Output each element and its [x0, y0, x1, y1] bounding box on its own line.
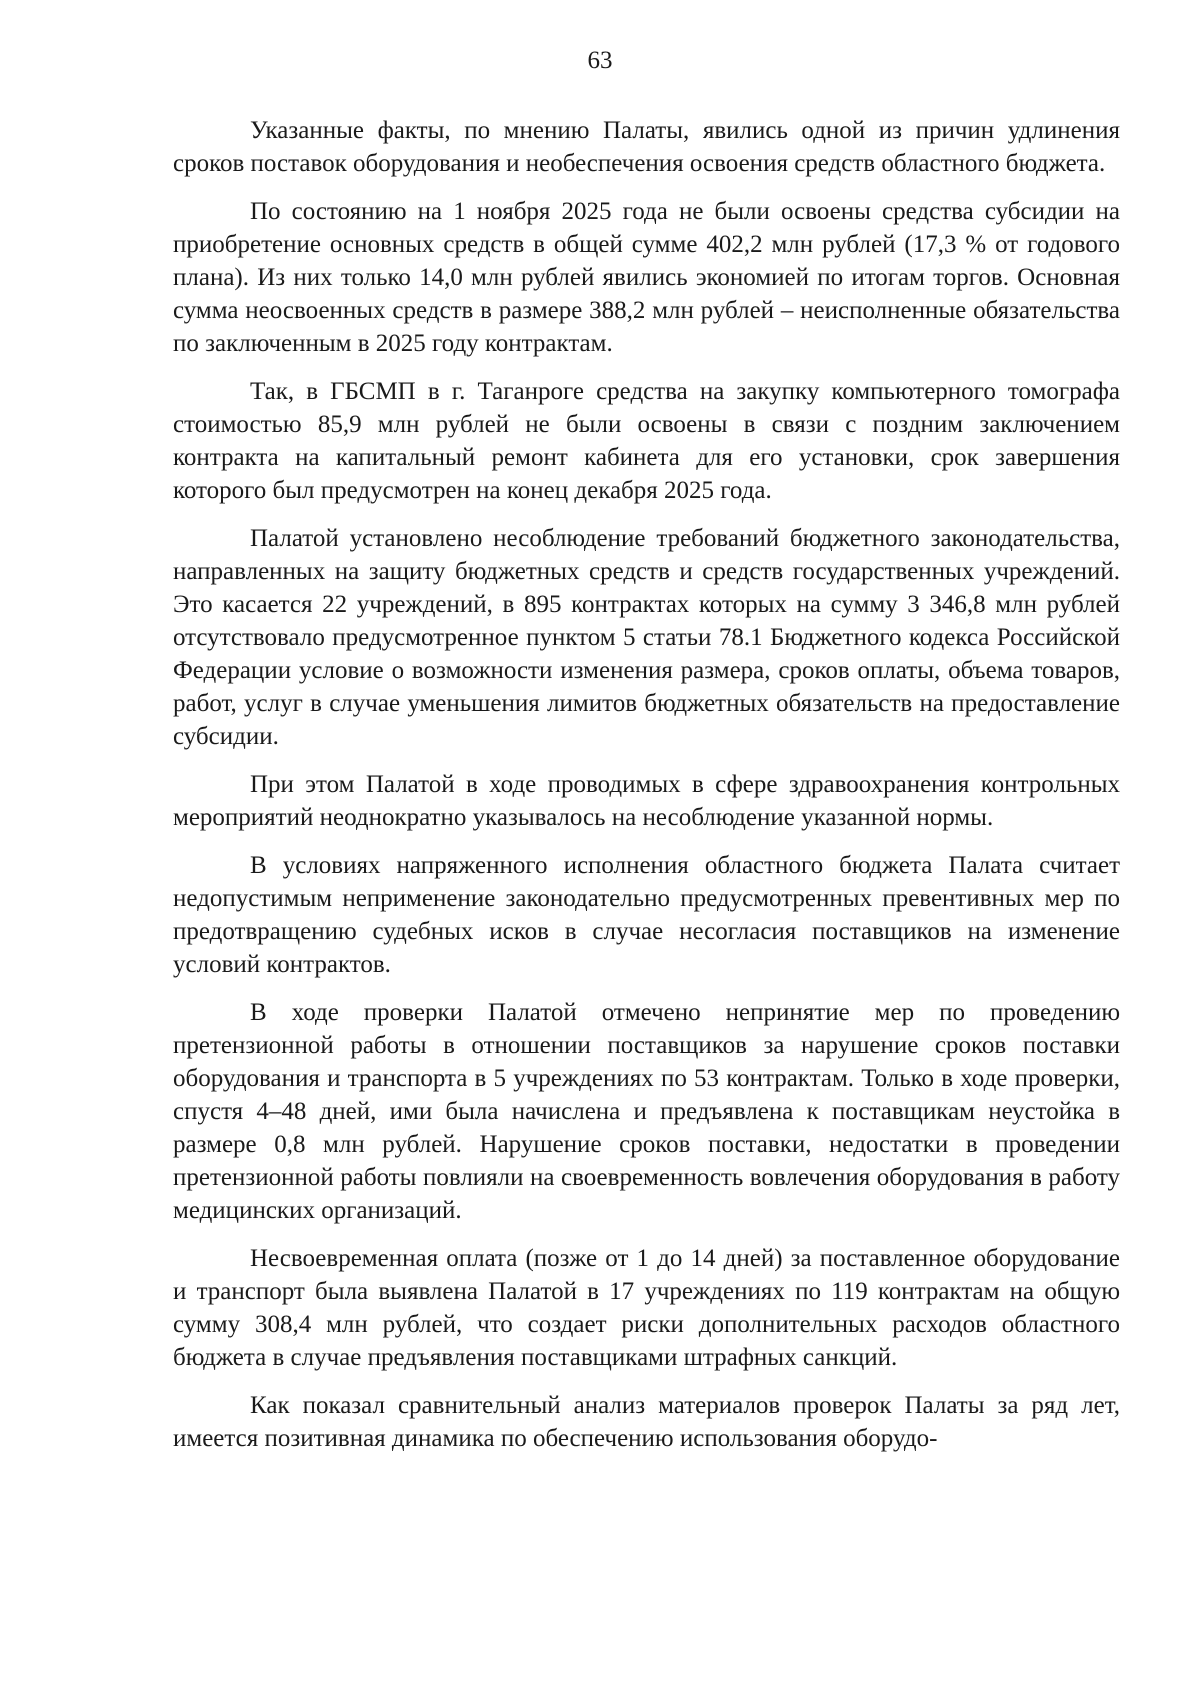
paragraph-4: Палатой установлено несоблюдение требований бюджетного законодательства, направленных на защиту бюджетных средств и средств государственных учреждений. Это касается 22 учреждений, в 895 контрактах которых на сумму 3 346,8 млн рублей отсутствовало предусмотренное пунктом 5 статьи 78.1 Бюджетного кодекса Российской Федерации условие о возможности изменения размера, сроков оплаты, объема товаров, работ, услуг в случае уменьшения лимитов бюджетных обязательств на предоставление субсидии.	[173, 525, 1120, 750]
body-text	[173, 114, 1120, 1470]
paragraph-1: Указанные факты, по мнению Палаты, явились одной из причин удлинения сроков поставок оборудования и необеспечения освоения средств областного бюджета.	[173, 117, 1120, 177]
paragraph-3: Так, в ГБСМП в г. Таганроге средства на закупку компьютерного томографа стоимостью 85,9 млн рублей не были освоены в связи с поздним заключением контракта на капитальный ремонт кабинета для его установки, срок завершения которого был предусмотрен на конец декабря 2025 года.	[173, 378, 1120, 504]
paragraph-9: Как показал сравнительный анализ материалов проверок Палаты за ряд лет, имеется позитивная динамика по обеспечению использования оборудо-	[173, 1392, 1120, 1452]
paragraph-7: В ходе проверки Палатой отмечено непринятие мер по проведению претензионной работы в отношении поставщиков за нарушение сроков поставки оборудования и транспорта в 5 учреждениях по 53 контрактам. Только в ходе проверки, спустя 4–48 дней, ими была начислена и предъявлена к поставщикам неустойка в размере 0,8 млн рублей. Нарушение сроков поставки, недостатки в проведении претензионной работы повлияли на своевременность вовлечения оборудования в работу медицинских организаций.	[173, 999, 1120, 1224]
paragraph-5: При этом Палатой в ходе проводимых в сфере здравоохранения контрольных мероприятий неоднократно указывалось на несоблюдение указанной нормы.	[173, 771, 1120, 831]
page-number: 63	[587, 47, 613, 74]
paragraph-6: В условиях напряженного исполнения областного бюджета Палата считает недопустимым неприменение законодательно предусмотренных превентивных мер по предотвращению судебных исков в случае несогласия поставщиков на изменение условий контрактов.	[173, 852, 1120, 978]
paragraph-8: Несвоевременная оплата (позже от 1 до 14 дней) за поставленное оборудование и транспорт была выявлена Палатой в 17 учреждениях по 119 контрактам на общую сумму 308,4 млн рублей, что создает риски дополнительных расходов областного бюджета в случае предъявления поставщиками штрафных санкций.	[173, 1245, 1120, 1371]
paragraph-2: По состоянию на 1 ноября 2025 года не были освоены средства субсидии на приобретение основных средств в общей сумме 402,2 млн рублей (17,3 % от годового плана). Из них только 14,0 млн рублей явились экономией по итогам торгов. Основная сумма неосвоенных средств в размере 388,2 млн рублей – неисполненные обязательства по заключенным в 2025 году контрактам.	[173, 198, 1120, 357]
